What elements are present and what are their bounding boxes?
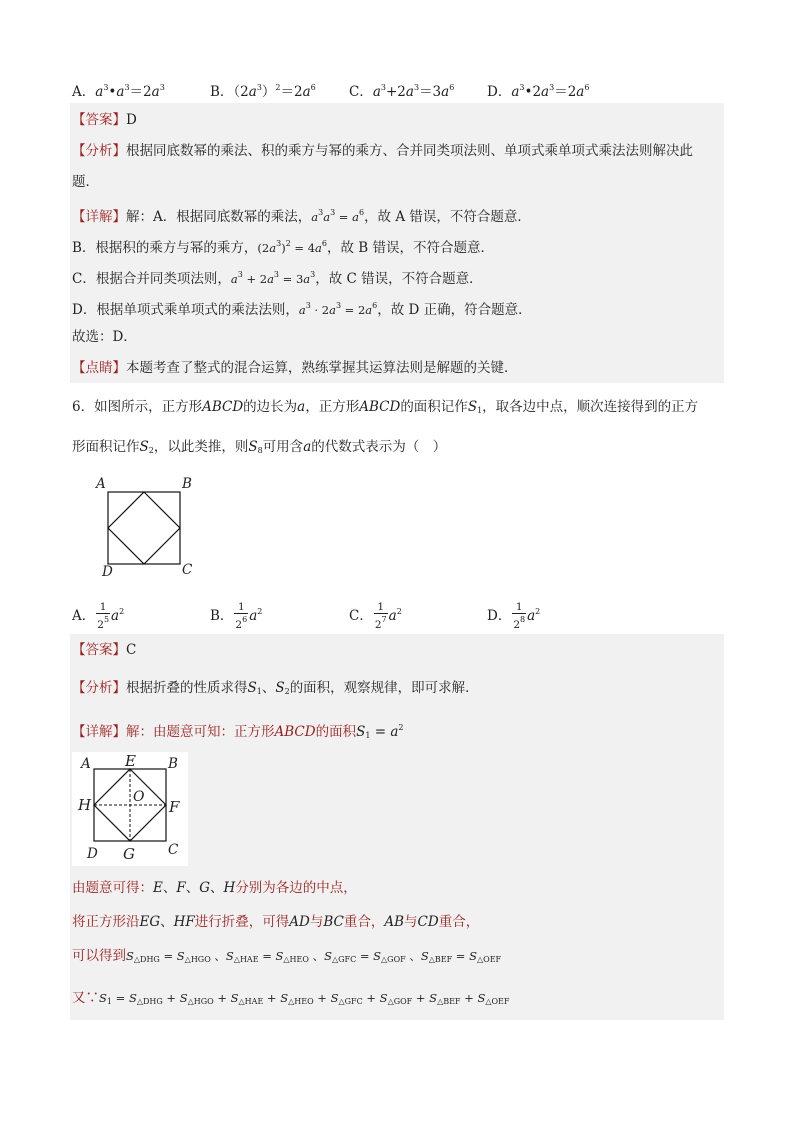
q5-detail-c: C．根据合并同类项法则，$a^3 + 2a^3 = 3a^3$，故 C 错误，不符合题意．: [72, 270, 483, 287]
fig2-label-h: H: [78, 796, 92, 814]
fig1-label-d: D: [102, 564, 113, 580]
q6-option-a: A． $\frac{1}{2^5}$ $a^2$: [72, 601, 125, 631]
q6-option-b: B． $\frac{1}{2^6}$ $a^2$: [210, 601, 263, 631]
fig2-label-b: B: [168, 756, 178, 772]
q6-option-c: C． $\frac{1}{2^7}$ $a^2$: [349, 601, 402, 631]
fig2-label-f: F: [169, 798, 180, 816]
q6-option-d: D． $\frac{1}{2^8}$ $a^2$: [487, 601, 541, 631]
q5-analysis-cont: 题．: [72, 174, 99, 190]
q5-option-d: D．$a^3•2a^3=2a^6$: [487, 83, 590, 100]
q6-figure-folding: [72, 752, 188, 866]
q5-detail-a: 【详解】解：A．根据同底数幂的乘法，$a^3a^3 = a^6$，故 A 错误，不符合题意．: [72, 208, 531, 225]
q6-line-equal-areas: 可以得到$S_{\triangle DHG} = S_{\triangle HGO}$ 、$S_{\triangle HAE} = S_{\triangle HEO}$ 、$S_{\triangle GFC} = S_{\triangle GOF}$ 、$S_{\triangle BEF} = S_{\triangle OEF}$: [72, 948, 502, 964]
q5-detail-b: B．根据积的乘方与幂的乘方，$(2a^3)^2 = 4a^6$，故 B 错误，不符合题意．: [72, 239, 495, 256]
q5-detail-d: D．根据单项式乘单项式的乘法法则，$a^3 \cdot 2a^3 = 2a^6$，故 D 正确，符合题意．: [72, 301, 532, 318]
fig2-label-c: C: [168, 842, 179, 858]
fig2-label-o: O: [133, 789, 145, 805]
q6-analysis: 【分析】根据折叠的性质求得$S_1$、$S_2$的面积，观察规律，即可求解．: [72, 680, 479, 696]
q5-option-c: C．$a^3+2a^3=3a^6$: [349, 83, 455, 100]
q5-analysis: 【分析】根据同底数幂的乘法、积的乘方与幂的乘方、合并同类项法则、单项式乘单项式乘法法则解决此: [72, 143, 693, 159]
q6-line-midpoints: 由题意可得：E、F、G、H分别为各边的中点，: [72, 880, 357, 896]
fig2-label-g: G: [123, 845, 135, 863]
fig1-label-b: B: [182, 476, 192, 492]
q5-comment: 【点睛】本题考查了整式的混合运算，熟练掌握其运算法则是解题的关键．: [72, 360, 518, 376]
fig2-label-e: E: [125, 752, 136, 770]
q6-figure-squares: [92, 474, 202, 582]
fig1-label-a: A: [96, 476, 106, 492]
fig2-label-a: A: [81, 756, 91, 772]
fig2-label-d: D: [87, 846, 98, 862]
q6-line-fold: 将正方形沿EG、HF进行折叠，可得AD与BC重合，AB与CD重合，: [72, 914, 480, 930]
q6-answer: 【答案】C: [72, 642, 137, 658]
q6-stem-line2: 形面积记作$S_2$，以此类推，则$S_8$可用含a的代数式表示为（ ）: [72, 439, 447, 455]
fig1-label-c: C: [182, 562, 193, 578]
q6-detail: 【详解】解：由题意可知：正方形ABCD的面积$S_1 = a^2$: [72, 723, 404, 740]
q6-line-sum: 又$\because S_1 = S_{\triangle DHG} + S_{\triangle HGO} + S_{\triangle HAE} + S_{\triangle HEO} + S_{\triangle GFC} + S_{\triangle GOF} + S_{\triangle BEF} + S_{\triangle OEF}$: [72, 990, 510, 1006]
q6-stem-line1: 6．如图所示，正方形ABCD的边长为a，正方形ABCD的面积记作$S_1$，取各边中点，顺次连接得到的正方: [72, 399, 699, 415]
q5-answer: 【答案】D: [72, 112, 137, 128]
q5-option-a: A．$a^3•a^3=2a^3$: [72, 83, 165, 100]
q5-option-b: B．$(2a^3)^2=2a^6$: [210, 83, 316, 100]
q5-choice: 故选：D．: [72, 329, 137, 345]
